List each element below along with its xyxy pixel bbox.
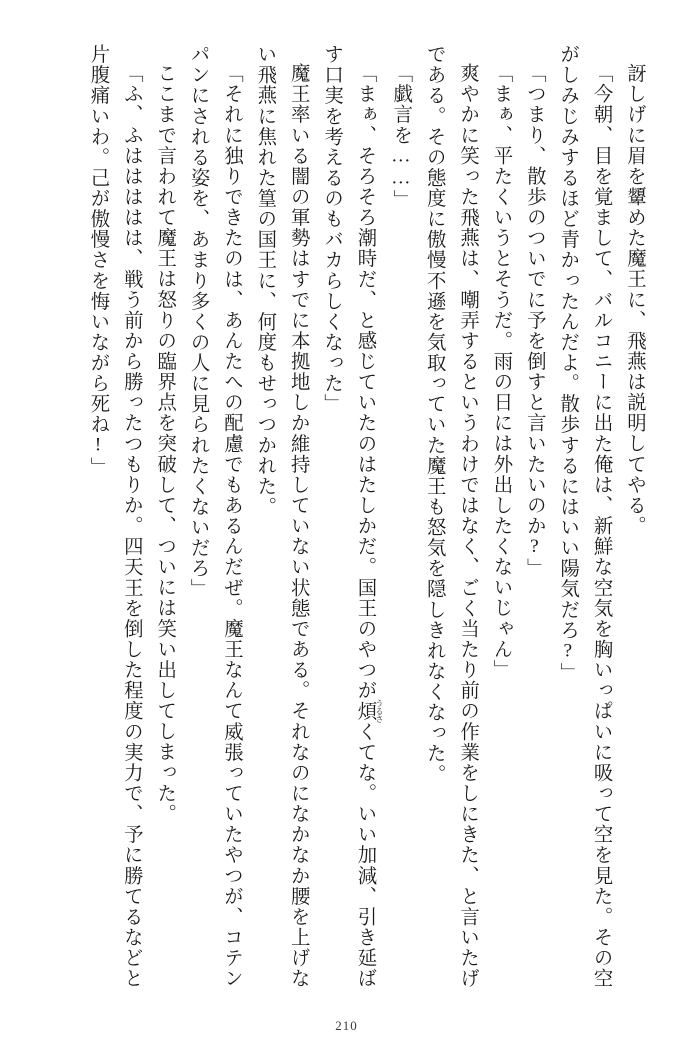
novel-text-body <box>42 44 651 989</box>
paragraph: 「まぁ、平たくいうとそうだ。雨の日には外出したくないじゃん」 <box>490 63 512 681</box>
paragraph: 「それに独りできたのは、あんたへの配慮でもあるんだぜ。魔王なんて威張っていたやつが、コテンパンにされる姿を、あまり多くの人に見られたくないだろ」 <box>187 44 242 989</box>
paragraph: 「つまり、散歩のついでに予を倒すと言いたいのか?」 <box>523 63 545 580</box>
paragraph: 魔王率いる闇の軍勢はすでに本拠地しか維持していない状態である。それなのになかなか腰を上げない飛燕に焦れた篁の国王に、何度もせっつかれた。 <box>254 44 309 989</box>
paragraph: 「まぁ、そろそろ潮時だ、と感じていたのはたしかだ。国王のやつが煩 うるさくてな。いい加減、引き延ばす口実を考えるのもバカらしくなった」 <box>321 44 384 989</box>
paragraph: 爽やかに笑った飛燕は、嘲弄するというわけではなく、ごく当たり前の作業をしにきた、と言いたげである。その態度に傲慢不遜を気取っていた魔王も怒気を隠しきれなくなった。 <box>423 44 479 989</box>
paragraph: 訝しげに眉を顰めた魔王に、飛燕は説明してやる。 <box>624 63 645 537</box>
page-number: 210 <box>335 1018 358 1033</box>
ruby-annotation: 煩 うるさ <box>354 699 384 724</box>
ruby-reading: うるさ <box>375 699 384 724</box>
paragraph: 「戯言を……」 <box>390 63 412 211</box>
paragraph: 「今朝、目を覚まして、バルコニーに出た俺は、新鮮な空気を胸いっぱいに吸って空を見た。その空がしみじみするほど青かったんだよ。散歩するにはいい陽気だろ?」 <box>557 44 612 989</box>
paragraph: 「ふ、ふははははは、戦う前から勝ったつもりか。四天王を倒した程度の実力で、予に勝てるなどと片腹痛いわ。己が傲慢さを悔いながら死ね!」 <box>87 44 142 989</box>
paragraph: ここまで言われて魔王は怒りの臨界点を突破して、ついには笑い出してしまった。 <box>154 63 176 825</box>
